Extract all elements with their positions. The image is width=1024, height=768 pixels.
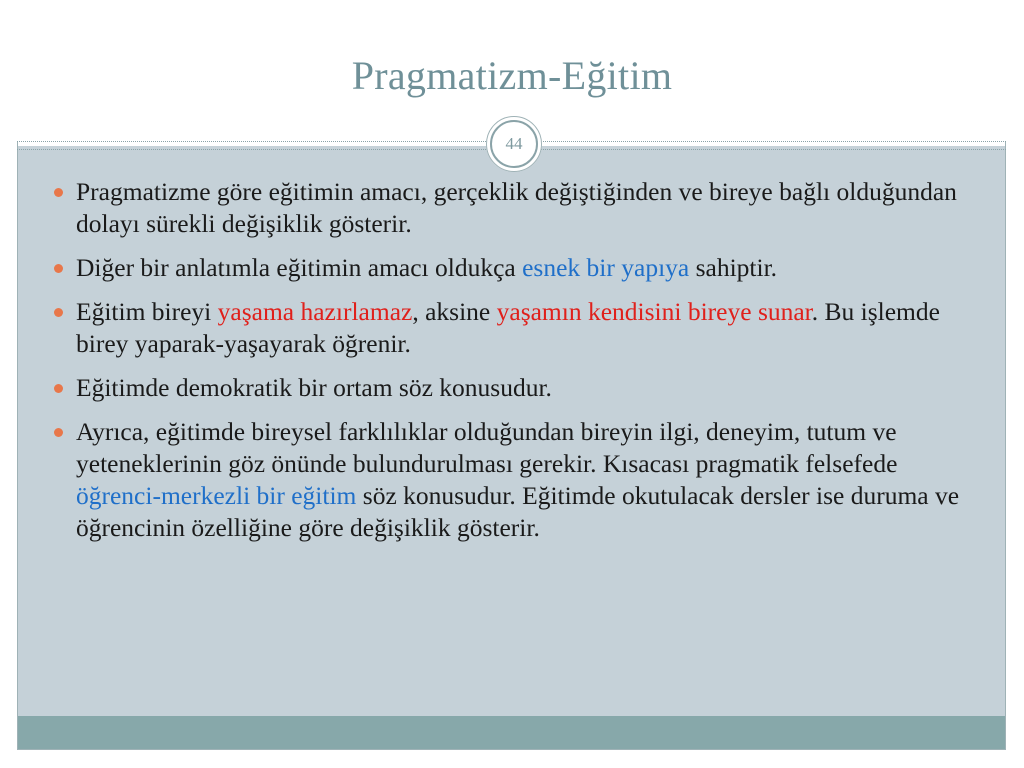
bullet-text: Ayrıca, eğitimde bireysel farklılıklar olduğundan bireyin ilgi, deneyim, tutum ve yeteneklerinin göz önünde bulundurulması gerekir. Kısacası pragmatik felsefede (76, 417, 898, 478)
bullet-item (50, 176, 970, 240)
highlight-text: yaşama hazırlamaz (217, 297, 413, 326)
bullet-list (50, 176, 970, 556)
bullet-text: Diğer bir anlatımla eğitimin amacı oldukça (76, 253, 523, 282)
bullet-text: sahiptir. (689, 253, 778, 282)
page-number: 44 (505, 134, 523, 153)
bullet-text: Eğitim bireyi (76, 297, 218, 326)
bullet-dot-icon (54, 428, 63, 437)
bullet-text: Pragmatizme göre eğitimin amacı, gerçeklik değiştiğinden ve bireye bağlı olduğundan dolayı sürekli değişiklik gösterir. (76, 177, 957, 238)
bullet-dot-icon (54, 384, 63, 393)
bullet-dot-icon (54, 188, 63, 197)
bullet-text: Eğitimde demokratik bir ortam söz konusudur. (76, 373, 552, 402)
highlight-text: öğrenci-merkezli bir eğitim (76, 481, 357, 510)
footer-band (18, 716, 1005, 749)
bullet-item (50, 416, 970, 544)
bullet-item (50, 296, 970, 360)
bullet-dot-icon (54, 308, 63, 317)
bullet-text: , aksine (412, 297, 497, 326)
bullet-dot-icon (54, 264, 63, 273)
highlight-text: yaşamın kendisini bireye sunar (496, 297, 812, 326)
bullet-text: . Bu işlemde birey yaparak-yaşayarak öğrenir. (76, 297, 940, 358)
bullet-item (50, 252, 970, 284)
bullet-text: söz konusudur. Eğitimde okutulacak dersler ise duruma ve öğrencinin özelliğine göre değişiklik gösterir. (76, 481, 960, 542)
page-number-badge (490, 120, 538, 168)
highlight-text: esnek bir yapıya (522, 253, 690, 282)
slide-title: Pragmatizm-Eğitim (351, 53, 673, 98)
bullet-item (50, 372, 970, 404)
